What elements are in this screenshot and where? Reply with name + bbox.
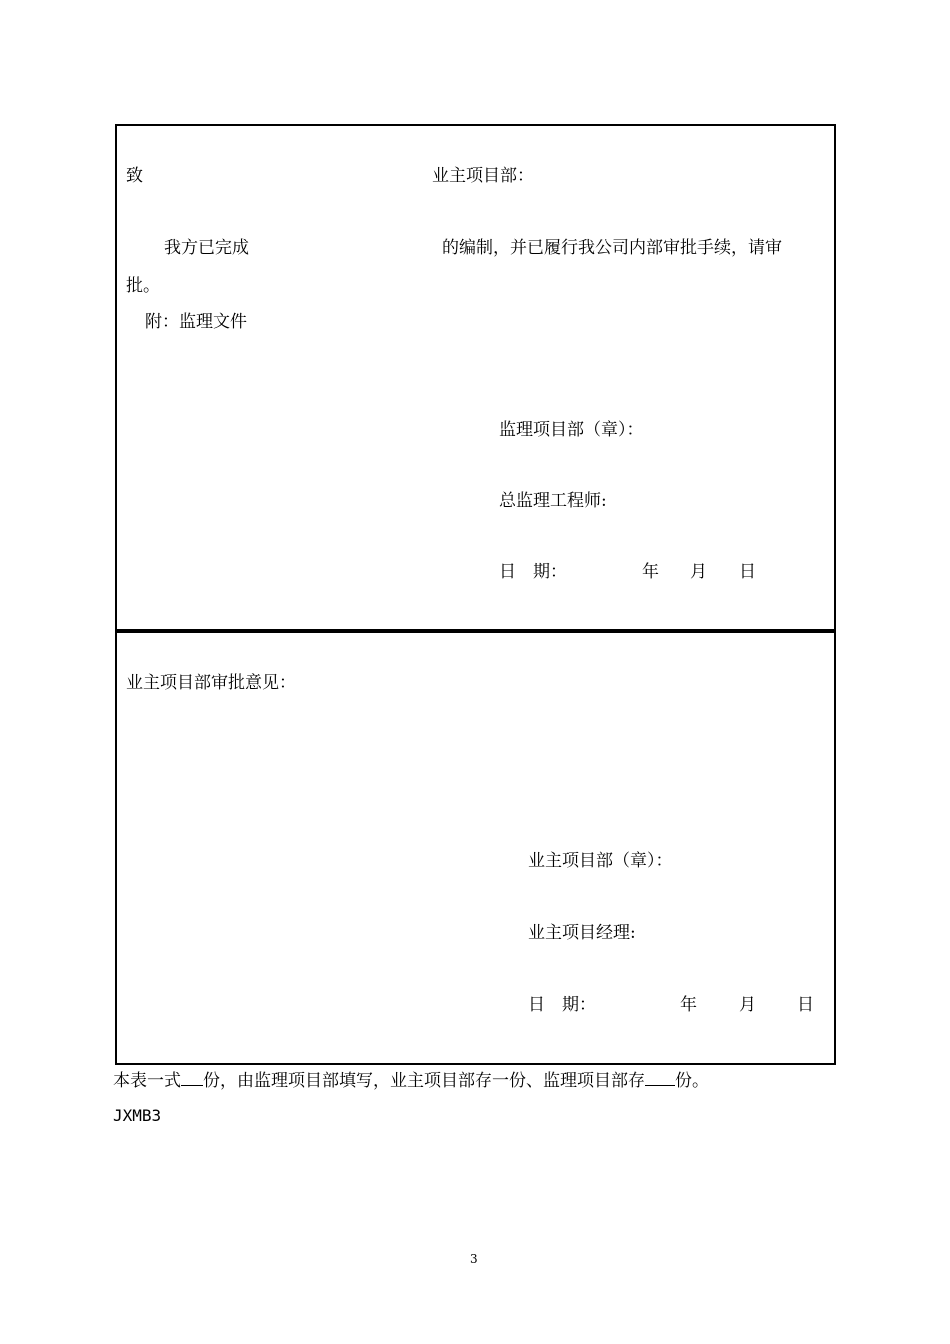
day-label: 日 [797,995,814,1015]
supervision-dept-seal: 监理项目部（章）： [499,420,644,440]
copies-note-c: 份。 [675,1071,709,1091]
submission-section [115,124,836,633]
form-code: JXMB3 [113,1106,162,1125]
copies-note-a: 本表一式 [113,1071,181,1091]
owner-dept-seal: 业主项目部（章）： [528,851,673,871]
attachment-label: 附：监理文件 [145,312,247,332]
page-number: 3 [470,1252,478,1266]
copies-blank [645,1069,675,1086]
approval-section [115,629,836,1065]
day-label: 日 [739,562,756,582]
chief-engineer-label: 总监理工程师: [499,491,607,511]
copies-note-b: 份，由监理项目部填写，业主项目部存一份、监理项目部存 [203,1071,645,1091]
completed-text: 我方已完成 [164,238,249,258]
date-label: 日 期： [528,995,596,1015]
month-label: 月 [690,562,707,582]
month-label: 月 [739,995,756,1015]
owner-manager-label: 业主项目经理: [528,923,636,943]
year-label: 年 [642,562,659,582]
approval-request-end: 批。 [126,276,160,296]
to-recipient: 业主项目部： [432,166,534,186]
copies-blank [181,1069,203,1086]
owner-opinion-label: 业主项目部审批意见： [126,673,296,693]
copies-note [113,1069,709,1091]
to-prefix: 致 [126,166,143,186]
year-label: 年 [680,995,697,1015]
compilation-text: 的编制，并已履行我公司内部审批手续，请审 [442,238,782,258]
date-label: 日 期： [499,562,567,582]
